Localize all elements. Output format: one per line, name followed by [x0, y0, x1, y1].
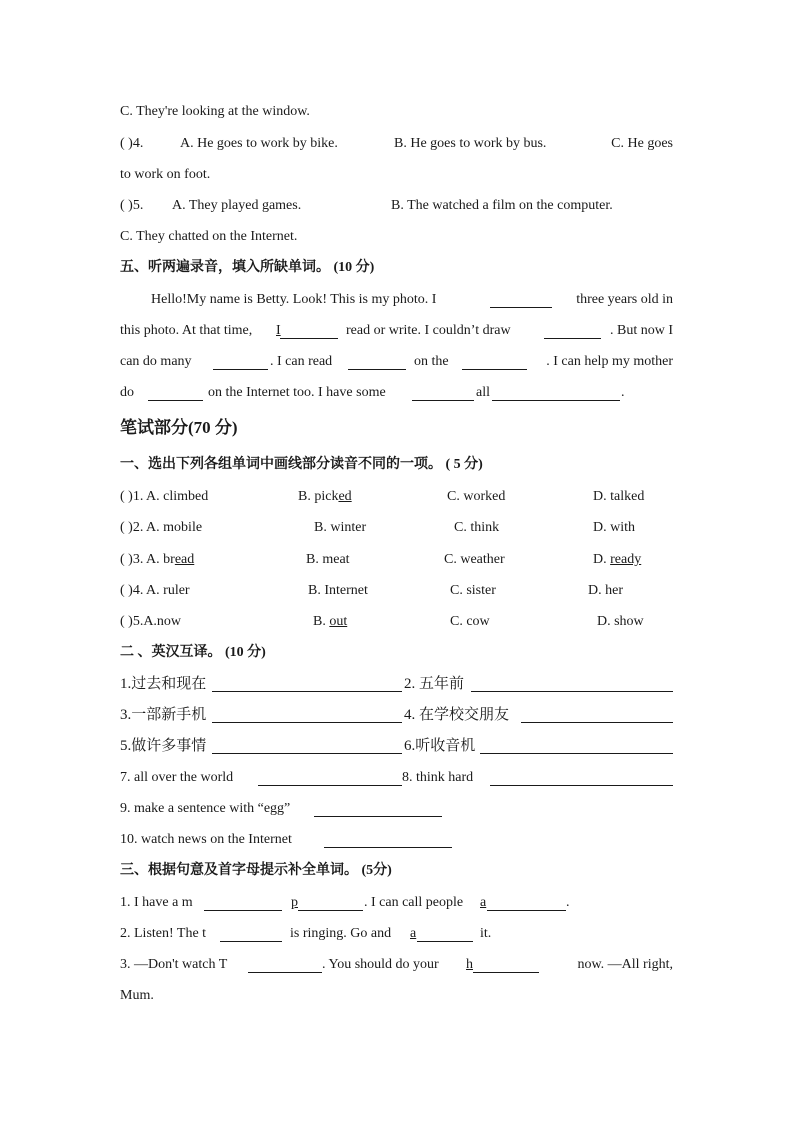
answer-blank[interactable] [521, 707, 673, 723]
section-3-title: 三、根据句意及首字母提示补全单词。 (5分) [120, 863, 392, 878]
phonics-option-b: B. out [313, 614, 348, 629]
section-1-title: 一、选出下列各组单词中画线部分读音不同的一项。 ( 5 分) [120, 457, 483, 472]
answer-blank[interactable] [212, 738, 402, 754]
phonics-option-d: D. her [588, 583, 623, 598]
sentence-text: is ringing. Go and [290, 926, 392, 941]
sentence-text: a [410, 926, 417, 941]
answer-blank[interactable] [213, 354, 268, 370]
answer-blank[interactable] [204, 895, 282, 911]
answer-blank[interactable] [490, 770, 673, 786]
phonics-item: ( )3. A. bread [120, 552, 195, 567]
phonics-option-c: C. weather [444, 552, 505, 567]
passage-text: read or write. I couldn’t draw [346, 323, 511, 338]
phonics-item: ( )4. A. ruler [120, 583, 190, 598]
passage-text: on the [414, 354, 449, 369]
sentence-text: h [466, 957, 473, 972]
answer-blank[interactable] [314, 801, 442, 817]
phonics-option-b: B. meat [306, 552, 350, 567]
answer-blank[interactable] [412, 385, 474, 401]
answer-blank[interactable] [280, 323, 338, 339]
answer-blank[interactable] [212, 676, 402, 692]
phonics-option-d: D. ready [593, 552, 642, 567]
phonics-option-b: B. picked [298, 489, 352, 504]
translation-item: 5.做许多事情 [120, 738, 207, 754]
answer-blank[interactable] [471, 676, 673, 692]
sentence-text: 3. —Don't watch T [120, 957, 228, 972]
answer-blank[interactable] [298, 895, 363, 911]
phonics-item: ( )2. A. mobile [120, 520, 203, 535]
q5-option-a: A. They played games. [172, 198, 302, 213]
answer-blank[interactable] [258, 770, 402, 786]
phonics-option-c: C. cow [450, 614, 490, 629]
phonics-option-d: D. talked [593, 489, 645, 504]
translation-item: 6.听收音机 [404, 738, 476, 754]
answer-blank[interactable] [473, 957, 539, 973]
listening-q4-continued: to work on foot. [120, 167, 211, 182]
q4-option-b: B. He goes to work by bus. [394, 136, 547, 151]
listening-q5-option-c: C. They chatted on the Internet. [120, 229, 298, 244]
answer-blank[interactable] [544, 323, 601, 339]
sentence-text: . You should do your [322, 957, 439, 972]
passage-text: I [276, 323, 281, 338]
passage-text: . [621, 385, 625, 400]
phonics-option-b: B. Internet [308, 583, 368, 598]
answer-blank[interactable] [490, 292, 552, 308]
sentence-text: . [566, 895, 570, 910]
answer-blank[interactable] [480, 738, 673, 754]
section-2-title: 二 、英汉互译。 (10 分) [120, 645, 266, 660]
translation-item: 4. 在学校交朋友 [404, 707, 510, 723]
phonics-option-c: C. think [454, 520, 500, 535]
translation-item: 8. think hard [402, 770, 474, 785]
translation-item: 2. 五年前 [404, 676, 465, 692]
translation-item: 7. all over the world [120, 770, 234, 785]
translation-item: 1.过去和现在 [120, 676, 207, 692]
passage-text: . I can read [270, 354, 333, 369]
sentence-text: . I can call people [364, 895, 464, 910]
sentence-text: 2. Listen! The t [120, 926, 207, 941]
sentence-text: 1. I have a m [120, 895, 193, 910]
written-part-title: 笔试部分(70 分) [120, 418, 238, 437]
answer-blank[interactable] [248, 957, 322, 973]
q4-option-c: C. He goes [611, 136, 673, 151]
passage-text: . But now I [610, 323, 673, 338]
answer-blank[interactable] [462, 354, 527, 370]
sentence-text: p [291, 895, 298, 910]
q4-option-a: A. He goes to work by bike. [180, 136, 338, 151]
translation-item: 9. make a sentence with “egg” [120, 801, 291, 816]
passage-text: three years old in [576, 292, 673, 307]
phonics-item: ( )5.A.now [120, 614, 182, 629]
passage-text: Hello!My name is Betty. Look! This is my photo. I [151, 292, 437, 307]
answer-blank[interactable] [487, 895, 566, 911]
translation-item: 10. watch news on the Internet [120, 832, 292, 847]
phonics-option-c: C. sister [450, 583, 496, 598]
fill-sentence-3-continued: Mum. [120, 988, 154, 1003]
phonics-option-b: B. winter [314, 520, 367, 535]
q4-paren: ( )4. [120, 136, 144, 151]
q5-option-b: B. The watched a film on the computer. [391, 198, 613, 213]
passage-text: do [120, 385, 134, 400]
section-5-title: 五、听两遍录音，填入所缺单词。 (10 分) [120, 260, 375, 275]
translation-item: 3.一部新手机 [120, 707, 207, 723]
phonics-option-d: D. with [593, 520, 635, 535]
answer-blank[interactable] [324, 832, 452, 848]
q5-paren: ( )5. [120, 198, 144, 213]
answer-blank[interactable] [348, 354, 406, 370]
phonics-item: ( )1. A. climbed [120, 489, 209, 504]
answer-blank[interactable] [212, 707, 402, 723]
answer-blank[interactable] [220, 926, 282, 942]
passage-text: on the Internet too. I have some [208, 385, 386, 400]
phonics-option-d: D. show [597, 614, 644, 629]
phonics-option-c: C. worked [447, 489, 506, 504]
sentence-text: a [480, 895, 487, 910]
answer-blank[interactable] [417, 926, 473, 942]
sentence-text: it. [480, 926, 492, 941]
sentence-text: now. —All right, [577, 957, 673, 972]
passage-text: can do many [120, 354, 192, 369]
answer-blank[interactable] [148, 385, 203, 401]
passage-text: . I can help my mother [546, 354, 673, 369]
passage-text: this photo. At that time, [120, 323, 253, 338]
listening-q3-option-c: C. They're looking at the window. [120, 104, 310, 119]
answer-blank[interactable] [492, 385, 620, 401]
passage-text: all [476, 385, 490, 400]
